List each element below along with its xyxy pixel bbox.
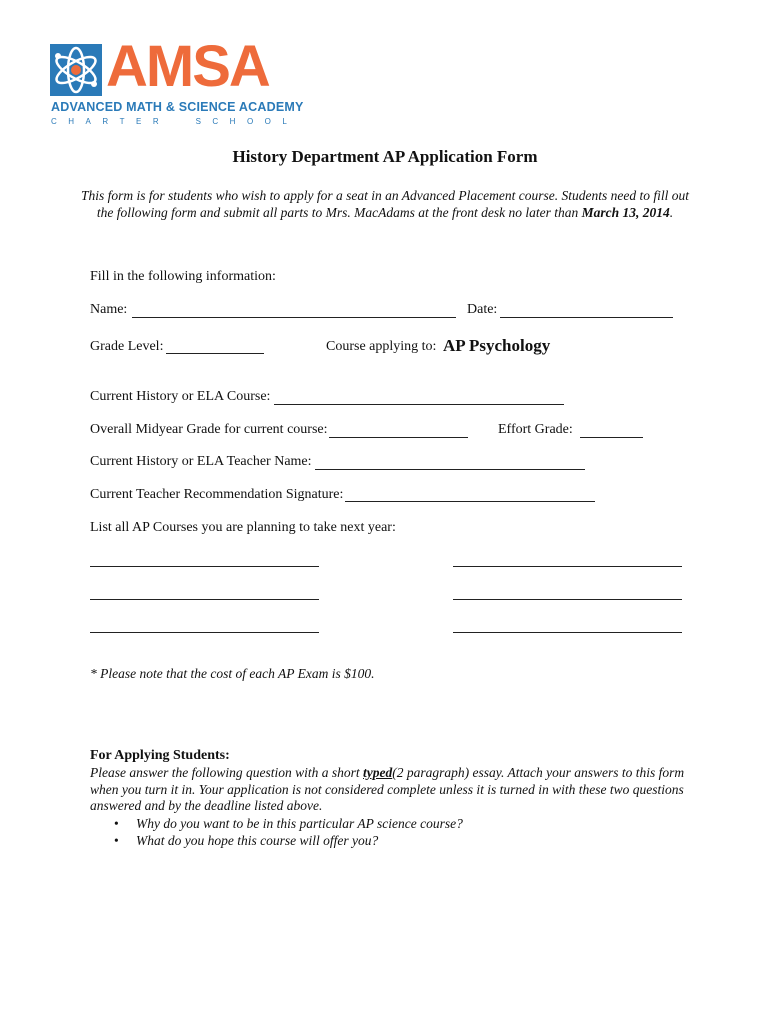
logo-sub-letter: A (85, 117, 91, 126)
teacher-name-label: Current History or ELA Teacher Name: (90, 454, 312, 469)
applying-body-2: (2 paragraph) essay. Attach your answers to this form when you turn it in. Your application is not considered complete unless it is turned in with these two questions answered and by the deadline listed above. (90, 765, 685, 813)
effort-grade-field[interactable] (580, 437, 643, 438)
recommendation-signature-field[interactable] (345, 501, 595, 502)
midyear-grade-field[interactable] (329, 437, 468, 438)
applying-body-1: Please answer the following question with a short (90, 765, 363, 780)
logo-sub-letter: C (212, 117, 219, 126)
logo-sub-letter: R (102, 117, 109, 126)
form-title: History Department AP Application Form (232, 147, 538, 166)
ap-course-field[interactable] (90, 632, 319, 633)
date-label: Date: (467, 302, 498, 317)
ap-course-field[interactable] (453, 632, 682, 633)
logo-sub-letter: S (195, 117, 201, 126)
amsa-logo (50, 34, 304, 128)
essay-question: • Why do you want to be in this particular AP science course? (114, 815, 463, 832)
applying-heading: For Applying Students: (90, 748, 230, 763)
exam-cost-note: * Please note that the cost of each AP Exam is $100. (90, 666, 375, 681)
course-applying-label: Course applying to: (326, 339, 437, 354)
ap-course-field[interactable] (453, 599, 682, 600)
logo-subtitle (51, 117, 287, 126)
ap-course-field[interactable] (90, 599, 319, 600)
logo-sub-letter: E (136, 117, 142, 126)
ap-course-field[interactable] (453, 566, 682, 567)
current-course-field[interactable] (274, 404, 564, 405)
name-label: Name: (90, 302, 128, 317)
current-course-label: Current History or ELA Course: (90, 389, 271, 404)
midyear-grade-label: Overall Midyear Grade for current course: (90, 422, 328, 437)
logo-sub-letter: T (119, 117, 125, 126)
effort-grade-label: Effort Grade: (498, 422, 573, 437)
essay-questions (114, 815, 463, 849)
applying-typed: typed (363, 765, 393, 780)
course-applying-value[interactable]: AP Psychology (443, 336, 551, 355)
logo-sub-letter: O (264, 117, 271, 126)
grade-level-field[interactable] (166, 353, 264, 354)
ap-courses-label: List all AP Courses you are planning to take next year: (90, 520, 396, 535)
intro-end: . (669, 205, 674, 220)
logo-sub-letter: L (282, 117, 287, 126)
ap-course-field[interactable] (90, 566, 319, 567)
grade-level-label: Grade Level: (90, 339, 164, 354)
intro-text: This form is for students who wish to apply for a seat in an Advanced Placement course. Students need to fill out the following form and submit all parts to Mrs. MacAdams at the front desk no later than (81, 188, 689, 220)
teacher-name-field[interactable] (315, 469, 585, 470)
atom-icon (50, 44, 102, 96)
logo-sub-letter: H (68, 117, 75, 126)
logo-school-name: ADVANCED MATH & SCIENCE ACADEMY (51, 100, 304, 114)
intro-deadline: March 13, 2014 (581, 205, 670, 220)
name-field[interactable] (132, 317, 456, 318)
logo-sub-letter: O (246, 117, 254, 126)
logo-sub-letter: R (152, 117, 159, 126)
fill-in-label: Fill in the following information: (90, 269, 276, 284)
applying-instructions (90, 765, 690, 815)
logo-sub-letter: C (51, 117, 57, 126)
logo-sub-letter: H (229, 117, 236, 126)
recommendation-label: Current Teacher Recommendation Signature: (90, 487, 344, 502)
date-field[interactable] (500, 317, 673, 318)
logo-wordmark: AMSA (106, 34, 269, 99)
essay-question: • What do you hope this course will offer you? (114, 832, 463, 849)
intro-paragraph (80, 187, 690, 221)
